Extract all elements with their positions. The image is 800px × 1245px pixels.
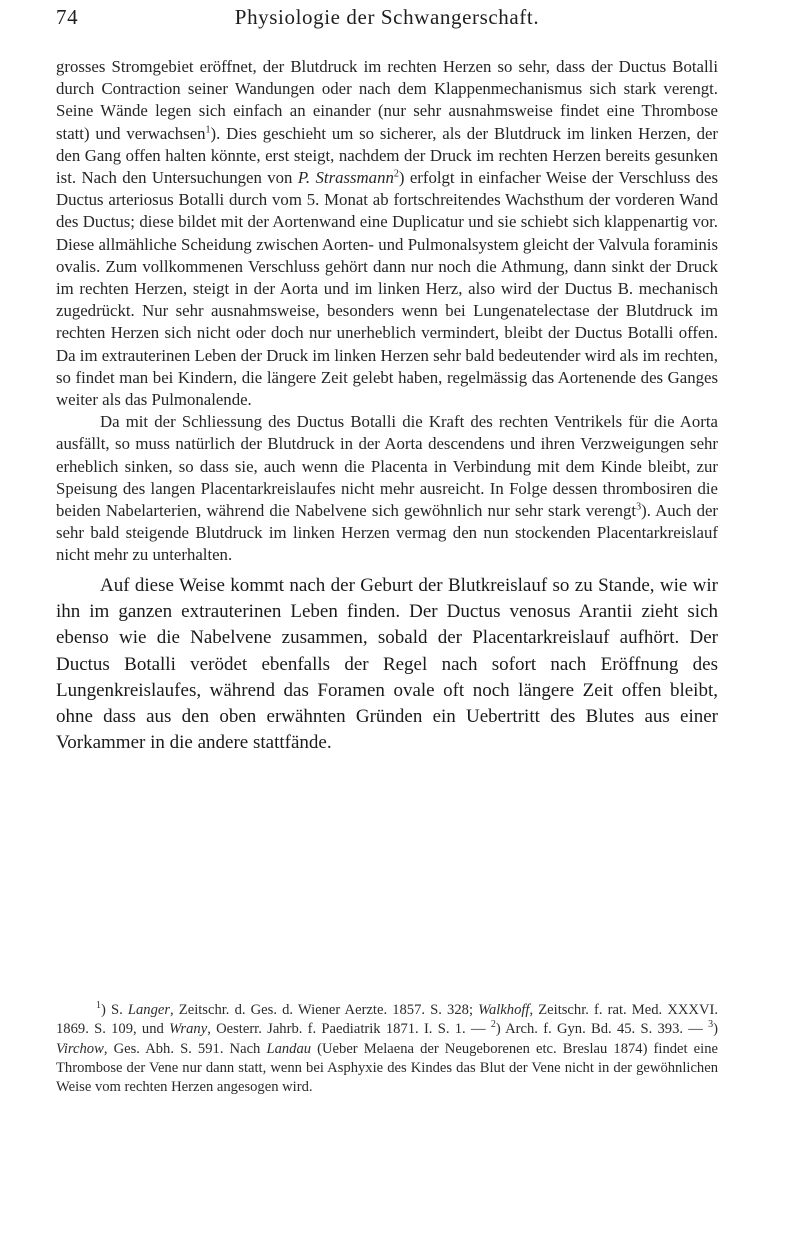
running-head xyxy=(56,5,718,41)
paragraph-3: Auf diese Weise kommt nach der Geburt der Blutkreislauf so zu Stande, wie wir ihn im ganzen extrauterinen Leben finden. Der Ductus venosus Arantii zieht sich ebenso wie die Nabelvene zusammen, sobald der Placentarkreislauf aufhört. Der Ductus Botalli verödet ebenfalls der Regel nach sofort nach Eröffnung des Lungenkreislaufes, während das Foramen ovale oft noch längere Zeit offen bleibt, ohne dass aus den oben erwähnten Gründen ein Uebertritt des Blutes aus einer Vorkammer in die andere stattfände. xyxy=(56,574,718,754)
footnote-ref-1: 1 xyxy=(205,124,211,136)
footnote-text: (Ueber Melaena der Neugeborenen etc. Breslau 1874) findet eine Thrombose der Vene nur dann statt, wenn bei Asphyxie des Kindes das Blut der Vene nicht in der gewöhnlichen Weise vom rechten Herzen angesogen wird. xyxy=(56,1040,718,1096)
footnote-mark-3: 3 xyxy=(708,1019,714,1031)
author-name: Virchow xyxy=(56,1040,104,1057)
footnote-ref-3: 3 xyxy=(636,501,642,513)
footnote-ref-2: 2 xyxy=(393,168,399,180)
author-name: Landau xyxy=(266,1040,312,1057)
author-name: P. Strassmann xyxy=(297,168,394,188)
author-name: Langer xyxy=(127,1002,171,1018)
footnote-text: ) Arch. f. Gyn. Bd. 45. S. 393. — xyxy=(495,1021,709,1038)
paragraph-1 xyxy=(56,56,718,411)
paragraph-text: ). Dies geschieht um so sicherer, als der Blutdruck im linken Herzen, der den Gang offen halten könnte, erst steigt, nachdem der Druck im rechten Herzen bereits gesunken ist. Nach den Untersuchungen von xyxy=(56,123,718,188)
paragraph-text: ). Auch der sehr bald steigende Blutdruck im linken Herzen vermag den nun stockenden Placentarkreislauf nicht mehr zu unterhalten. xyxy=(56,501,718,565)
footnote-text: , Ges. Abh. S. 591. Nach xyxy=(103,1040,267,1057)
footnotes xyxy=(56,1001,718,1097)
footnote-mark-2: 2 xyxy=(490,1019,496,1031)
footnote-text: , Oesterr. Jahrb. f. Paediatrik 1871. I. S. 1. — xyxy=(207,1021,491,1038)
author-name: Wrany xyxy=(169,1021,208,1038)
footnote-mark-1: 1 xyxy=(96,1000,101,1012)
paragraph-text: grosses Stromgebiet eröffnet, der Blutdruck im rechten Herzen so sehr, dass der Ductus Botalli durch Contraction seiner Wandungen oder nach dem Klappenmechanismus sich stark verengt. Seine Wände legen sich einfach an einander (nur sehr ausnahmsweise findet eine Thrombose statt) und verwachsen xyxy=(56,57,718,143)
footnote-text: , Zeitschr. f. rat. Med. XXXVI. 1869. S. 109, und xyxy=(56,1002,718,1038)
page-number: 74 xyxy=(56,5,79,29)
paragraph-text: ) erfolgt in einfacher Weise der Verschluss des Ductus arteriosus Botalli durch vom 5. Monat ab fortschreitendes Wachsthum der vorderen Wand des Ductus; diese bildet mit der Aortenwand eine Duplicatur und sie schiebt sich klappenartig vor. Diese allmähliche Scheidung zwischen Aorten- und Pulmonalsystem gleicht der Valvula foraminis ovalis. Zum vollkommenen Verschluss gehört dann nur noch die Athmung, dann sinkt der Druck im rechten Herzen, steigt in der Aorta und im linken Herz, also wird der Ductus B. mechanisch zugedrückt. Nur sehr ausnahmsweise, besonders wenn bei Lungenatelectase der Blutdruck im rechten Herzen sich nicht oder doch nur unerheblich vermindert, bleibt der Ductus Botalli offen. Da im extrauterinen Leben der Druck im linken Herzen sehr bald bedeutender wird als im rechten, so findet man bei Kindern, die längere Zeit gelebt haben, regelmässig das Aortenende des Ganges weiter als das Pulmonalende. xyxy=(56,168,718,410)
footnote-text: , Zeitschr. d. Ges. d. Wiener Aerzte. 1857. S. 328; xyxy=(170,1002,479,1018)
running-title: Physiologie der Schwangerschaft. xyxy=(234,5,540,29)
footnote-text: ) xyxy=(713,1021,719,1038)
paragraph-text: Da mit der Schliessung des Ductus Botalli die Kraft des rechten Ventrikels für die Aorta ausfällt, so muss natürlich der Blutdruck in der Aorta descendens und ihren Verzweigungen sehr erheblich sinken, so dass sie, auch wenn die Placenta in Verbindung mit dem Kinde bleibt, zur Speisung des langen Placentarkreislaufes nicht mehr ausreicht. In Folge dessen thrombosiren die beiden Nabelarterien, während die Nabelvene sich gewöhnlich nur sehr stark verengt xyxy=(56,412,718,521)
footnote-block xyxy=(56,1001,718,1097)
paragraph-2 xyxy=(56,411,718,566)
author-name: Walkhoff xyxy=(478,1002,530,1018)
main-text xyxy=(56,56,718,757)
footnote-text: ) S. xyxy=(101,1002,128,1018)
